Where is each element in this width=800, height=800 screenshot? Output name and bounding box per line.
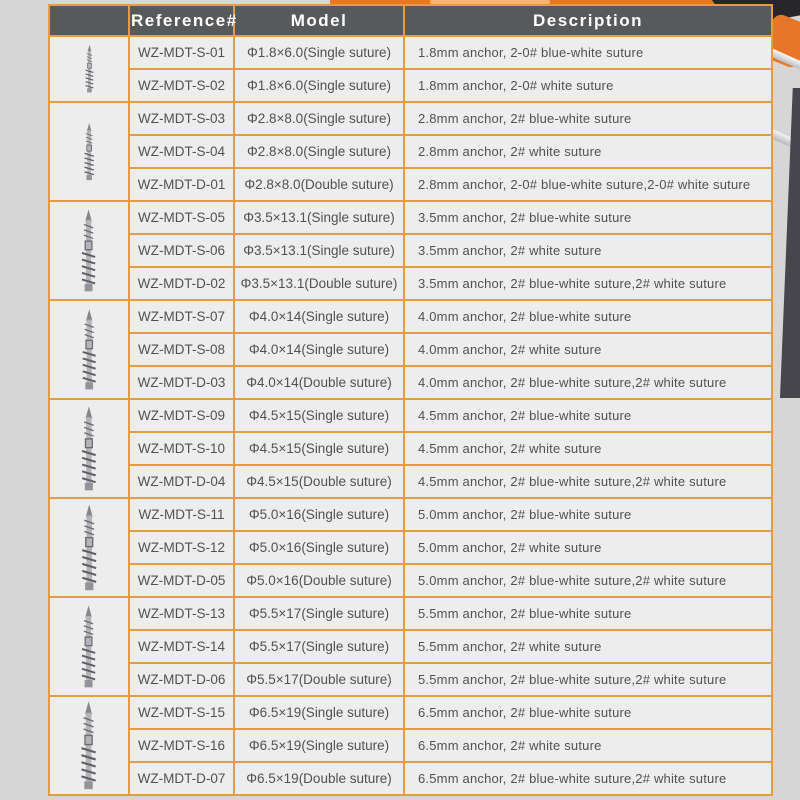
reference-cell: WZ-MDT-S-14 [129,630,234,663]
table-row [49,135,772,168]
table-row [49,333,772,366]
product-spec-table [48,4,773,796]
header-description: Description [404,5,772,36]
suture-anchor-1.8mm-illustration [81,44,98,94]
reference-cell: WZ-MDT-D-07 [129,762,234,795]
description-cell: 4.5mm anchor, 2# blue-white suture [404,399,772,432]
reference-cell: WZ-MDT-S-05 [129,201,234,234]
table-row [49,399,772,432]
reference-cell: WZ-MDT-S-01 [129,36,234,69]
description-cell: 4.5mm anchor, 2# blue-white suture,2# white suture [404,465,772,498]
model-cell: Φ3.5×13.1(Double suture) [234,267,404,300]
model-cell: Φ4.5×15(Single suture) [234,399,404,432]
table-row [49,762,772,795]
table-row [49,432,772,465]
description-cell: 5.5mm anchor, 2# blue-white suture [404,597,772,630]
reference-cell: WZ-MDT-S-07 [129,300,234,333]
model-cell: Φ5.0×16(Double suture) [234,564,404,597]
table-row [49,696,772,729]
model-cell: Φ3.5×13.1(Single suture) [234,201,404,234]
model-cell: Φ2.8×8.0(Single suture) [234,102,404,135]
model-cell: Φ2.8×8.0(Single suture) [234,135,404,168]
reference-cell: WZ-MDT-D-04 [129,465,234,498]
table-row [49,69,772,102]
reference-cell: WZ-MDT-S-03 [129,102,234,135]
model-cell: Φ5.5×17(Double suture) [234,663,404,696]
reference-cell: WZ-MDT-S-15 [129,696,234,729]
description-cell: 6.5mm anchor, 2# blue-white suture,2# white suture [404,762,772,795]
suture-anchor-6.5mm-illustration [73,700,104,792]
reference-cell: WZ-MDT-S-08 [129,333,234,366]
reference-cell: WZ-MDT-D-06 [129,663,234,696]
description-cell: 2.8mm anchor, 2# blue-white suture [404,102,772,135]
model-cell: Φ4.5×15(Single suture) [234,432,404,465]
reference-cell: WZ-MDT-S-02 [129,69,234,102]
description-cell: 5.0mm anchor, 2# blue-white suture [404,498,772,531]
anchor-image-cell [49,696,129,795]
suture-anchor-5.5mm-illustration [74,604,103,690]
model-cell: Φ6.5×19(Single suture) [234,729,404,762]
model-cell: Φ4.0×14(Double suture) [234,366,404,399]
description-cell: 4.0mm anchor, 2# blue-white suture [404,300,772,333]
description-cell: 4.0mm anchor, 2# white suture [404,333,772,366]
anchor-image-cell [49,300,129,399]
anchor-image-cell [49,597,129,696]
model-cell: Φ4.0×14(Single suture) [234,333,404,366]
suture-anchor-2.8mm-illustration [79,122,99,182]
model-cell: Φ5.5×17(Single suture) [234,597,404,630]
table-row [49,366,772,399]
model-cell: Φ4.5×15(Double suture) [234,465,404,498]
model-cell: Φ5.0×16(Single suture) [234,498,404,531]
reference-cell: WZ-MDT-S-11 [129,498,234,531]
suture-anchor-4.0mm-illustration [75,308,103,392]
header-reference: Reference# [129,5,234,36]
reference-cell: WZ-MDT-S-16 [129,729,234,762]
table-row [49,300,772,333]
description-cell: 6.5mm anchor, 2# white suture [404,729,772,762]
description-cell: 4.5mm anchor, 2# white suture [404,432,772,465]
reference-cell: WZ-MDT-D-01 [129,168,234,201]
model-cell: Φ5.0×16(Single suture) [234,531,404,564]
reference-cell: WZ-MDT-S-13 [129,597,234,630]
model-cell: Φ1.8×6.0(Single suture) [234,36,404,69]
table-row [49,531,772,564]
table-row [49,465,772,498]
description-cell: 3.5mm anchor, 2# blue-white suture [404,201,772,234]
description-cell: 3.5mm anchor, 2# white suture [404,234,772,267]
table-row [49,267,772,300]
header-model: Model [234,5,404,36]
description-cell: 2.8mm anchor, 2-0# blue-white suture,2-0# white suture [404,168,772,201]
description-cell: 2.8mm anchor, 2# white suture [404,135,772,168]
model-cell: Φ3.5×13.1(Single suture) [234,234,404,267]
model-cell: Φ5.5×17(Single suture) [234,630,404,663]
header-row [49,5,772,36]
description-cell: 1.8mm anchor, 2-0# white suture [404,69,772,102]
reference-cell: WZ-MDT-D-05 [129,564,234,597]
suture-anchor-3.5mm-illustration [74,208,103,294]
reference-cell: WZ-MDT-S-06 [129,234,234,267]
table-row [49,36,772,69]
description-cell: 5.5mm anchor, 2# white suture [404,630,772,663]
anchor-image-cell [49,399,129,498]
anchor-image-cell [49,36,129,102]
table-row [49,729,772,762]
description-cell: 4.0mm anchor, 2# blue-white suture,2# white suture [404,366,772,399]
reference-cell: WZ-MDT-D-03 [129,366,234,399]
suture-anchor-5.0mm-illustration [74,503,104,593]
table-row [49,102,772,135]
header-image-column [49,5,129,36]
table-row [49,597,772,630]
spec-table-body [49,36,772,795]
table-row [49,630,772,663]
table-row [49,663,772,696]
model-cell: Φ1.8×6.0(Single suture) [234,69,404,102]
model-cell: Φ6.5×19(Single suture) [234,696,404,729]
table-row [49,498,772,531]
anchor-image-cell [49,102,129,201]
model-cell: Φ2.8×8.0(Double suture) [234,168,404,201]
description-cell: 3.5mm anchor, 2# blue-white suture,2# white suture [404,267,772,300]
reference-cell: WZ-MDT-S-10 [129,432,234,465]
suture-anchor-4.5mm-illustration [74,405,104,493]
model-cell: Φ4.0×14(Single suture) [234,300,404,333]
model-cell: Φ6.5×19(Double suture) [234,762,404,795]
description-cell: 6.5mm anchor, 2# blue-white suture [404,696,772,729]
table-row [49,564,772,597]
reference-cell: WZ-MDT-S-09 [129,399,234,432]
description-cell: 5.0mm anchor, 2# blue-white suture,2# white suture [404,564,772,597]
reference-cell: WZ-MDT-S-12 [129,531,234,564]
table-row [49,201,772,234]
description-cell: 5.0mm anchor, 2# white suture [404,531,772,564]
table-row [49,234,772,267]
description-cell: 5.5mm anchor, 2# blue-white suture,2# white suture [404,663,772,696]
description-cell: 1.8mm anchor, 2-0# blue-white suture [404,36,772,69]
anchor-image-cell [49,498,129,597]
anchor-image-cell [49,201,129,300]
reference-cell: WZ-MDT-S-04 [129,135,234,168]
table-row [49,168,772,201]
reference-cell: WZ-MDT-D-02 [129,267,234,300]
